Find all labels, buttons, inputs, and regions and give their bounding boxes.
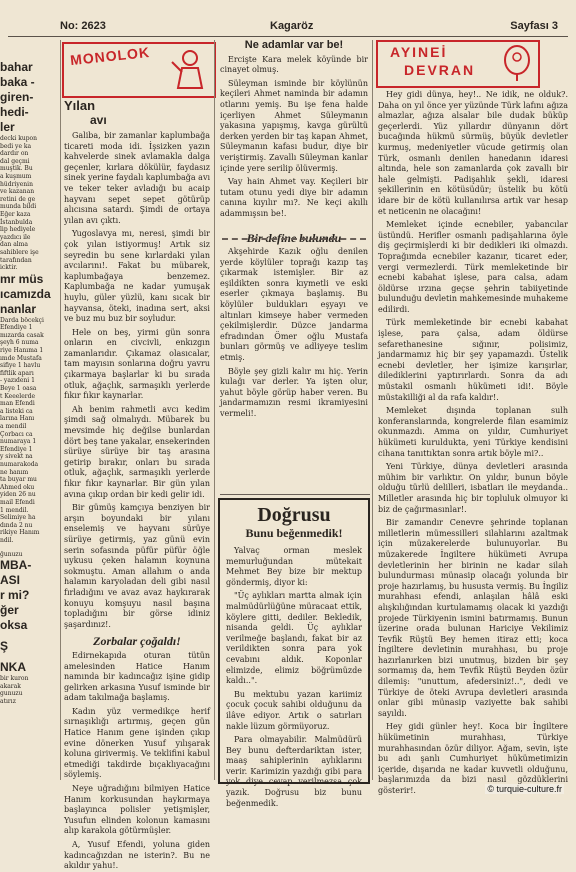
header-rule [8, 36, 568, 37]
section-rule [220, 494, 370, 495]
cutoff-line: ne hanım [0, 468, 29, 476]
cutoff-line: a kuşmum [0, 172, 32, 180]
cutoff-line: ndil. [0, 536, 14, 544]
paragraph: Vay hain Ahmet vay. Keçileri bir tutam otunu yedi diye bir adamın canına kıyılır mı?. Ne keçi akıllı adammışsın be!. [220, 177, 368, 218]
cutoff-line: atırız [0, 697, 16, 705]
cutoff-line: icktir. [0, 264, 18, 272]
article-title: Ne adamlar var be! [244, 39, 344, 51]
paragraph: Galiba, bir zamanlar kaplumbağa ticareti moda idi. İşsizken yazın kahvelerde sinek avlamakla dalga geçenler, kırlara dökülür, faydasız sinek yerine faydalı kaplumbağa avı ve teker teker avladığı bu acaip hayvanı sepet sepet götürüp alıcısına satardı. Şimdi de ortaya yılan avı çıktı. [64, 131, 211, 225]
paragraph: Ercişte Kara melek köyünde bir cinayet olmuş. [220, 54, 368, 75]
paragraph: Hey gidi günler hey!. Koca bir İngiltere hükümetinin murahhası, Türkiye murahhasından özür diliyor. Ağam, sevin, işte bu adı şanlı Cumhuriyet hükümetimizin içeride, dışarıda ne kadar kuvvetli olduğunu, başlarımızda da bizi nasıl gözdüklerini gösterir!. [378, 722, 568, 795]
cutoff-line: lip hediyele [0, 226, 36, 234]
cutoff-line: Darda böcekçi [0, 316, 44, 324]
boxed-article-content [226, 504, 362, 808]
cutoff-line: şeyh 6 numa [0, 339, 39, 347]
cutoff-line: dında 2 nu [0, 521, 33, 529]
cutoff-line: ıcamızda [0, 286, 51, 301]
cutoff-line: Çorbacı ca [0, 430, 33, 438]
paragraph: Bu mektubu yazan kariimiz çocuk çocuk sahibi olduğunu da ilâve ediyor. Artık o satırları nakle lüzum görmüyoruz. [226, 689, 362, 731]
cutoff-line: rikiye Hanım [0, 529, 40, 537]
paragraph: "Üç aylıkları martta almak için malmüdürlüğüne müracaat ettik, köylere gitti, dediler. Bekledik, nisanda geldi. Üç aylıklar verilmeğe başlandı, fakat bir az verildikten sonra para yok cevabını aldık. Koponlar elimizde, elimiz böğrümüzde kaldı..". [226, 591, 362, 686]
cutoff-line: 1 mendil. [0, 506, 29, 514]
box-subtitle: Bunu beğenmedik! [245, 526, 343, 540]
paragraph: Para olmayabilir. Malmüdürü Bey bunu defterdariktan ister, maaş sahiplerinin aylıklarını verir. Karimizin yazdığı gibi para yok diye cevap verilmezsa çok yazık. Doğrusu biz bunu beğenmedik. [226, 735, 362, 808]
ayinei-devran-logo: AYINEİ DEVRAN [376, 40, 540, 88]
column-divider [60, 40, 61, 780]
cutoff-line: Beye 1 oasa [0, 385, 37, 393]
boxed-article [218, 498, 370, 808]
cutoff-line: sifiye 1 havlu [0, 362, 41, 370]
cutoff-line: ımde Mustafa [0, 354, 42, 362]
paragraph: Bir gümüş kamçıya benziyen bir arşın boyundaki bir yılanı enselemiş ve hayvanı sürüye sürüye getirmiş, yaz günü evin serin sofasında püfür püfür öğle uykusu çeken halamın koynuna sokmuştu. Aman allahım o anda halamın karyoladan deli gibi nasıl fırladığını ve avaz avaz haykırarak konuyu komşuyu nasıl başına topladığını bir görse idiniz şaşardınız!. [64, 503, 210, 629]
cutoff-line: riye Hanıma 1 [0, 347, 44, 355]
cutoff-line: hüdriyenin [0, 180, 33, 188]
box-title: Doğrusu [257, 504, 331, 526]
cutoff-line: ğunuzu [0, 550, 23, 558]
article-title: Yılan [64, 98, 96, 113]
article-ne-adamlar [220, 40, 368, 480]
cutoff-line: mail Efendi [0, 498, 35, 506]
watermark: © turquie-culture.fr [487, 784, 562, 794]
article-body-zorbalar [64, 651, 210, 872]
cutoff-line: tarafından [0, 256, 32, 264]
cutoff-line: numarakoda [0, 460, 39, 468]
cutoff-line: Efendiye 1 [0, 445, 33, 453]
cutoff-line: Eğer kaza [0, 210, 31, 218]
cutoff-line: larına Hanı [0, 415, 35, 423]
paragraph: Ah benim rahmetli avcı kedim şimdi sağ olmalıydı. Mübarek bu mevsimde hiç değilse bunlardan dört beş tane yakalar, ensekerinden sürüye sürüye bir taş arasına getirip bırakır, onları bu sırada otluk, ağaçlık, sarmaşıklı yerlerde fıkır fıkır kaynarlar. Bir gün yılan avına çıkıp ordan bir kedi gelir idi. [64, 404, 210, 499]
cutoff-line: munda bildi [0, 203, 37, 211]
cutoff-line: nanlar [0, 301, 37, 316]
column-divider [372, 40, 373, 780]
article-yilan-avi [64, 74, 211, 871]
cutoff-line: numaraya 1 [0, 438, 37, 446]
cutoff-line: retini de ge [0, 195, 36, 203]
cutoff-line: akarak [0, 682, 21, 690]
cutoff-line: muştik. Bu [0, 165, 33, 173]
cutoff-line: ve kazanan [0, 188, 35, 196]
cutoff-line: ta buyar mu [0, 476, 37, 484]
mirror-figure-icon [498, 44, 536, 82]
cutoff-line: a listeki ca [0, 407, 33, 415]
paragraph: Türk memleketinde bir ecnebi kabahat işlese, para çalsa, adam öldürse sefarethanesine sığınır, polisimiz, jandarmamız hiç bir şey yapamazdı. Üstelik ecnebi devletler, her işimize karışırlar, dilediklerini yaptırırlardı. Sonra da adı müstakil osmanlı hükümeti idi!. Böyle müstakilliği al da rafa kaldır!. [378, 318, 568, 402]
paragraph: Süleyman isminde bir köylünün keçileri Ahmet naminda bir adamın otlarını yemiş. Bu işe fena halde içerliyen Ahmet Süleymanın yakasına yapışmış, kavga gürültü derken yerden bir taş kapan Ahmet, Süleymanın kafası budur, diye bir veriştirmiş. Zavallı Süleyman kanlar içinde yere serilip ölüvermiş. [220, 78, 368, 173]
paragraph: Edirnekapıda oturan tütün amelesinden Hatice Hanım namında bir kadıncağız işine gidip gelirken arkasına Yusuf isminde bir adam takılmağa başlamış. [64, 650, 210, 703]
cutoff-line: Efendiye 1 [0, 324, 33, 332]
cutoff-line: dal geçmi [0, 157, 30, 165]
paragraph: Yalvaç orman meslek memurluğundan mütekait Mehmet Bey bize bir mektup göndermiş, diyor ki: [226, 546, 362, 587]
cutoff-line: NKA [0, 660, 26, 675]
monolok-logo: MONOLOK [62, 42, 216, 98]
cutoff-line: Ş [0, 639, 9, 654]
cutoff-line: yiden 26 nu [0, 491, 36, 499]
cutoff-line: dan alma [0, 241, 28, 249]
cutoff-line: ASI [0, 573, 21, 588]
paragraph: Hele on beş, yirmi gün sonra onların en civcivli, enkızgın zamanlarıdır. Çıkamaz olasıcalar, tam mayısın sonlarına doğru yavru çıkarmaya başlarlar ki bu sırada otluk, ağaçlık, sarmaşıklı yerlerde fıkır fıkır kaynarlar. [64, 327, 210, 401]
cutoff-line: hedi- [0, 105, 29, 119]
cutoff-line: ler [0, 120, 15, 134]
cutoff-line: Ahmed oku [0, 483, 35, 491]
paragraph: Akşehirde Kazık oğlu denilen yerde köylüler toprağı kazıp taş çıkarmak istemişler. Bir az eşildikten sonra kıymetli ve eski eserler çıkmaya başlamış. Bu köylüler buldukları eşyayı ve altınları kimseye haber vermeden çekilmişlerdir. Düzce jandarma efradından Ömer oğlu Mustafa bunları görmüş ve adliyeye teslim etmiş. [220, 247, 368, 363]
cutoff-line: t Keeelerde [0, 392, 36, 400]
cutoff-line: Selimiye ha [0, 514, 36, 522]
article-body [64, 131, 210, 630]
paragraph: A, Yusuf Efendi, yoluna giden kadıncağızdan ne isterin?. Bu ne akıldır yahu!. [64, 840, 210, 871]
cutoff-column [0, 60, 58, 780]
article-body [220, 55, 368, 220]
paragraph: Neye uğradığını bilmiyen Hatice Hanım korkusundan haykırmaya başlayınca polisler yetişmişler, Yusufun elinden kolonun kamasını alıp karakola götürmüşler. [64, 784, 210, 836]
article-title-2: avı [90, 113, 107, 127]
article-body-define [220, 247, 368, 420]
paragraph: Memleket içinde ecnebiler, yabancılar üstündü. Herifler osmanlı padişahlarına öyle diş geçirmişlerdi ki bir dedikleri iki olmazdı. Toprağımda ecnebiler kazanır, ticaret eder, vergi vermezlerdi. Türk memleketinde bir ecnebi kabahat işlese, para calsa, adam öldürse ırzına geçse şehrin tabiiyetinde bulunduğu devletin mahkemesinde muhakeme edilirdi. [378, 220, 568, 314]
article-title-define: Bir define bulundu [246, 230, 342, 245]
page-header [8, 20, 568, 36]
cutoff-line: mr müs [0, 271, 44, 286]
paragraph: Yeni Türkiye, dünya devletleri arasında mühim bir varlıktır. On yıldır, bunun böyle olduğu türlü delilleri, isbatları ile meydanda.. Milletler arasında hiç bir topluluk olmuyor ki biz de çağırmasınlar!. [378, 462, 568, 514]
cutoff-line: gunuzu [0, 690, 23, 698]
paragraph: Böyle şey gizli kalır mı hiç. Yerin kulağı var derler. Ya işten olur, yahut böyle görüp haber veren. Bu jandarmamızın resmi ikramiyesini vermeli!. [220, 366, 368, 418]
cutoff-line: baka - [0, 75, 35, 89]
cutoff-line: dardır on [0, 150, 29, 158]
dashed-separator [222, 238, 366, 240]
paper-name: Kagaröz [270, 20, 314, 32]
article-title-zorbalar: Zorbalar çoğaldı! [93, 634, 181, 649]
cutoff-line: r mi? [0, 588, 30, 603]
cutoff-line: sahiblere işe [0, 248, 39, 256]
cutoff-line: yazdıcı ile [0, 233, 31, 241]
paragraph: Memleket dışında toplanan sulh konferanslarında, kongrelerde filan esamimiz okunmazdı. Amma on yıldır, Cumhuriyet hükümeti kuruldukta, yeni Türkiye kendisini cihana tanıttıktan sonra artık böyle mi?.. [378, 406, 568, 458]
cutoff-line: - yazıdeni 1 [0, 377, 35, 385]
paragraph: Bir zamandır Cenevre şehrinde toplanan milletlerin mümessilleri silahlarını azaltmak için müzakerelerde bulunuyorlar. Bu müzakerede İngiltere hükümeti Avrupa devletlerinin her birinin ne kadar silah bulundurması münasip olacağı yolunda bir proje hazırlamış, bu hususta vermiş. Bu İngiliz murahhası efendi, anlaşılan hâlâ eski alışkılığından kurtulamamış olacak ki yazdığı projede Türkiyenin ismini batırmamış. Bunun üzerine orada bulunan Hariciye Vekilimiz Tevfik Rüştü Bey hemen itiraz etti; koca İngiltere devletinin murahhası, bu proje hazırlanırken bizi unutmuş, bizden bir şey sormamış da, hem Tevfik Rüştü Beyden özür dilemiş: "unuttum, afedersiniz!..", dedi ve Türkiye de öteki Avrupa devletleri arasında onlar gibi münasip vaziyette bak sahibi sayıldı. [378, 518, 568, 718]
cutoff-line: y sivekt na [0, 453, 33, 461]
cutoff-line: MBA- [0, 558, 32, 573]
article-body [378, 90, 568, 797]
issue-number: No: 2623 [60, 20, 106, 32]
paragraph: Kadın yüz vermedikçe herif sırnaşıklığı artırmış, geçen gün Hatice Hanım gene işinden çıkıp evine dönerken Yusuf yılışarak koluna girivermiş. Ve teklifini kabul etmediği takdirde bıçaklıyacağını söylemiş. [64, 706, 210, 780]
cutoff-line: bahar [0, 60, 33, 74]
column-divider [214, 40, 215, 780]
cutoff-line: a mendil [0, 423, 27, 430]
paragraph: Hey gidi dünya, hey!.. Ne idik, ne olduk?. Daha on yıl önce yer yüzünde Türk lafını ağıza almazlar, ağıza alsalar bile dudak büküp geçerlerdi. Yüz yıllardır dünyanın dört bucağında hükmü sürmüş, büyük devletler kurmuş, medeniyetler vücude getirmiş olan Türk, osmanlı denilen hanedanın idaresi altında, hele son zamanlarda çok zavallı bir hale gelmişti. Padişahlık şekli, idaresi şekillerinin en kötüsüdür; üstelik bu kötü idare bir de kötü kullanılırsa artık var hesap et neticenin ne olacağını! [378, 90, 568, 216]
page-number: Sayfası 3 [510, 20, 558, 32]
cutoff-line: bedi ye ka [0, 142, 32, 150]
cutoff-line: ğer [0, 603, 19, 618]
cutoff-line: man Efendi [0, 400, 35, 408]
cutoff-line: İstanbulda [0, 218, 33, 226]
cutoff-line: fiftlik aparı [0, 369, 34, 377]
cutoff-line: giren- [0, 90, 34, 104]
box-body [226, 546, 362, 809]
cutoff-line: oksa [0, 618, 28, 633]
cutoff-line: bir kuron [0, 675, 29, 683]
paragraph: Yugoslavya mı, neresi, şimdi bir çok yılan istiyormuş! Artık siz seyredin bu sene kırlardaki yılan avcılarını!. Fakat bu mübarek, kaplumbağaya benzemez. Kaplumbağa ne kadar yumuşak huylu, güler yüzlü, kanı sıcak bir hayvansa, öteki, inadına sert, aksi ve buz mu buz bir soyludur. [64, 229, 210, 324]
cutoff-line: mızarda casak [0, 331, 44, 339]
cutoff-line: decki kupon [0, 135, 38, 142]
